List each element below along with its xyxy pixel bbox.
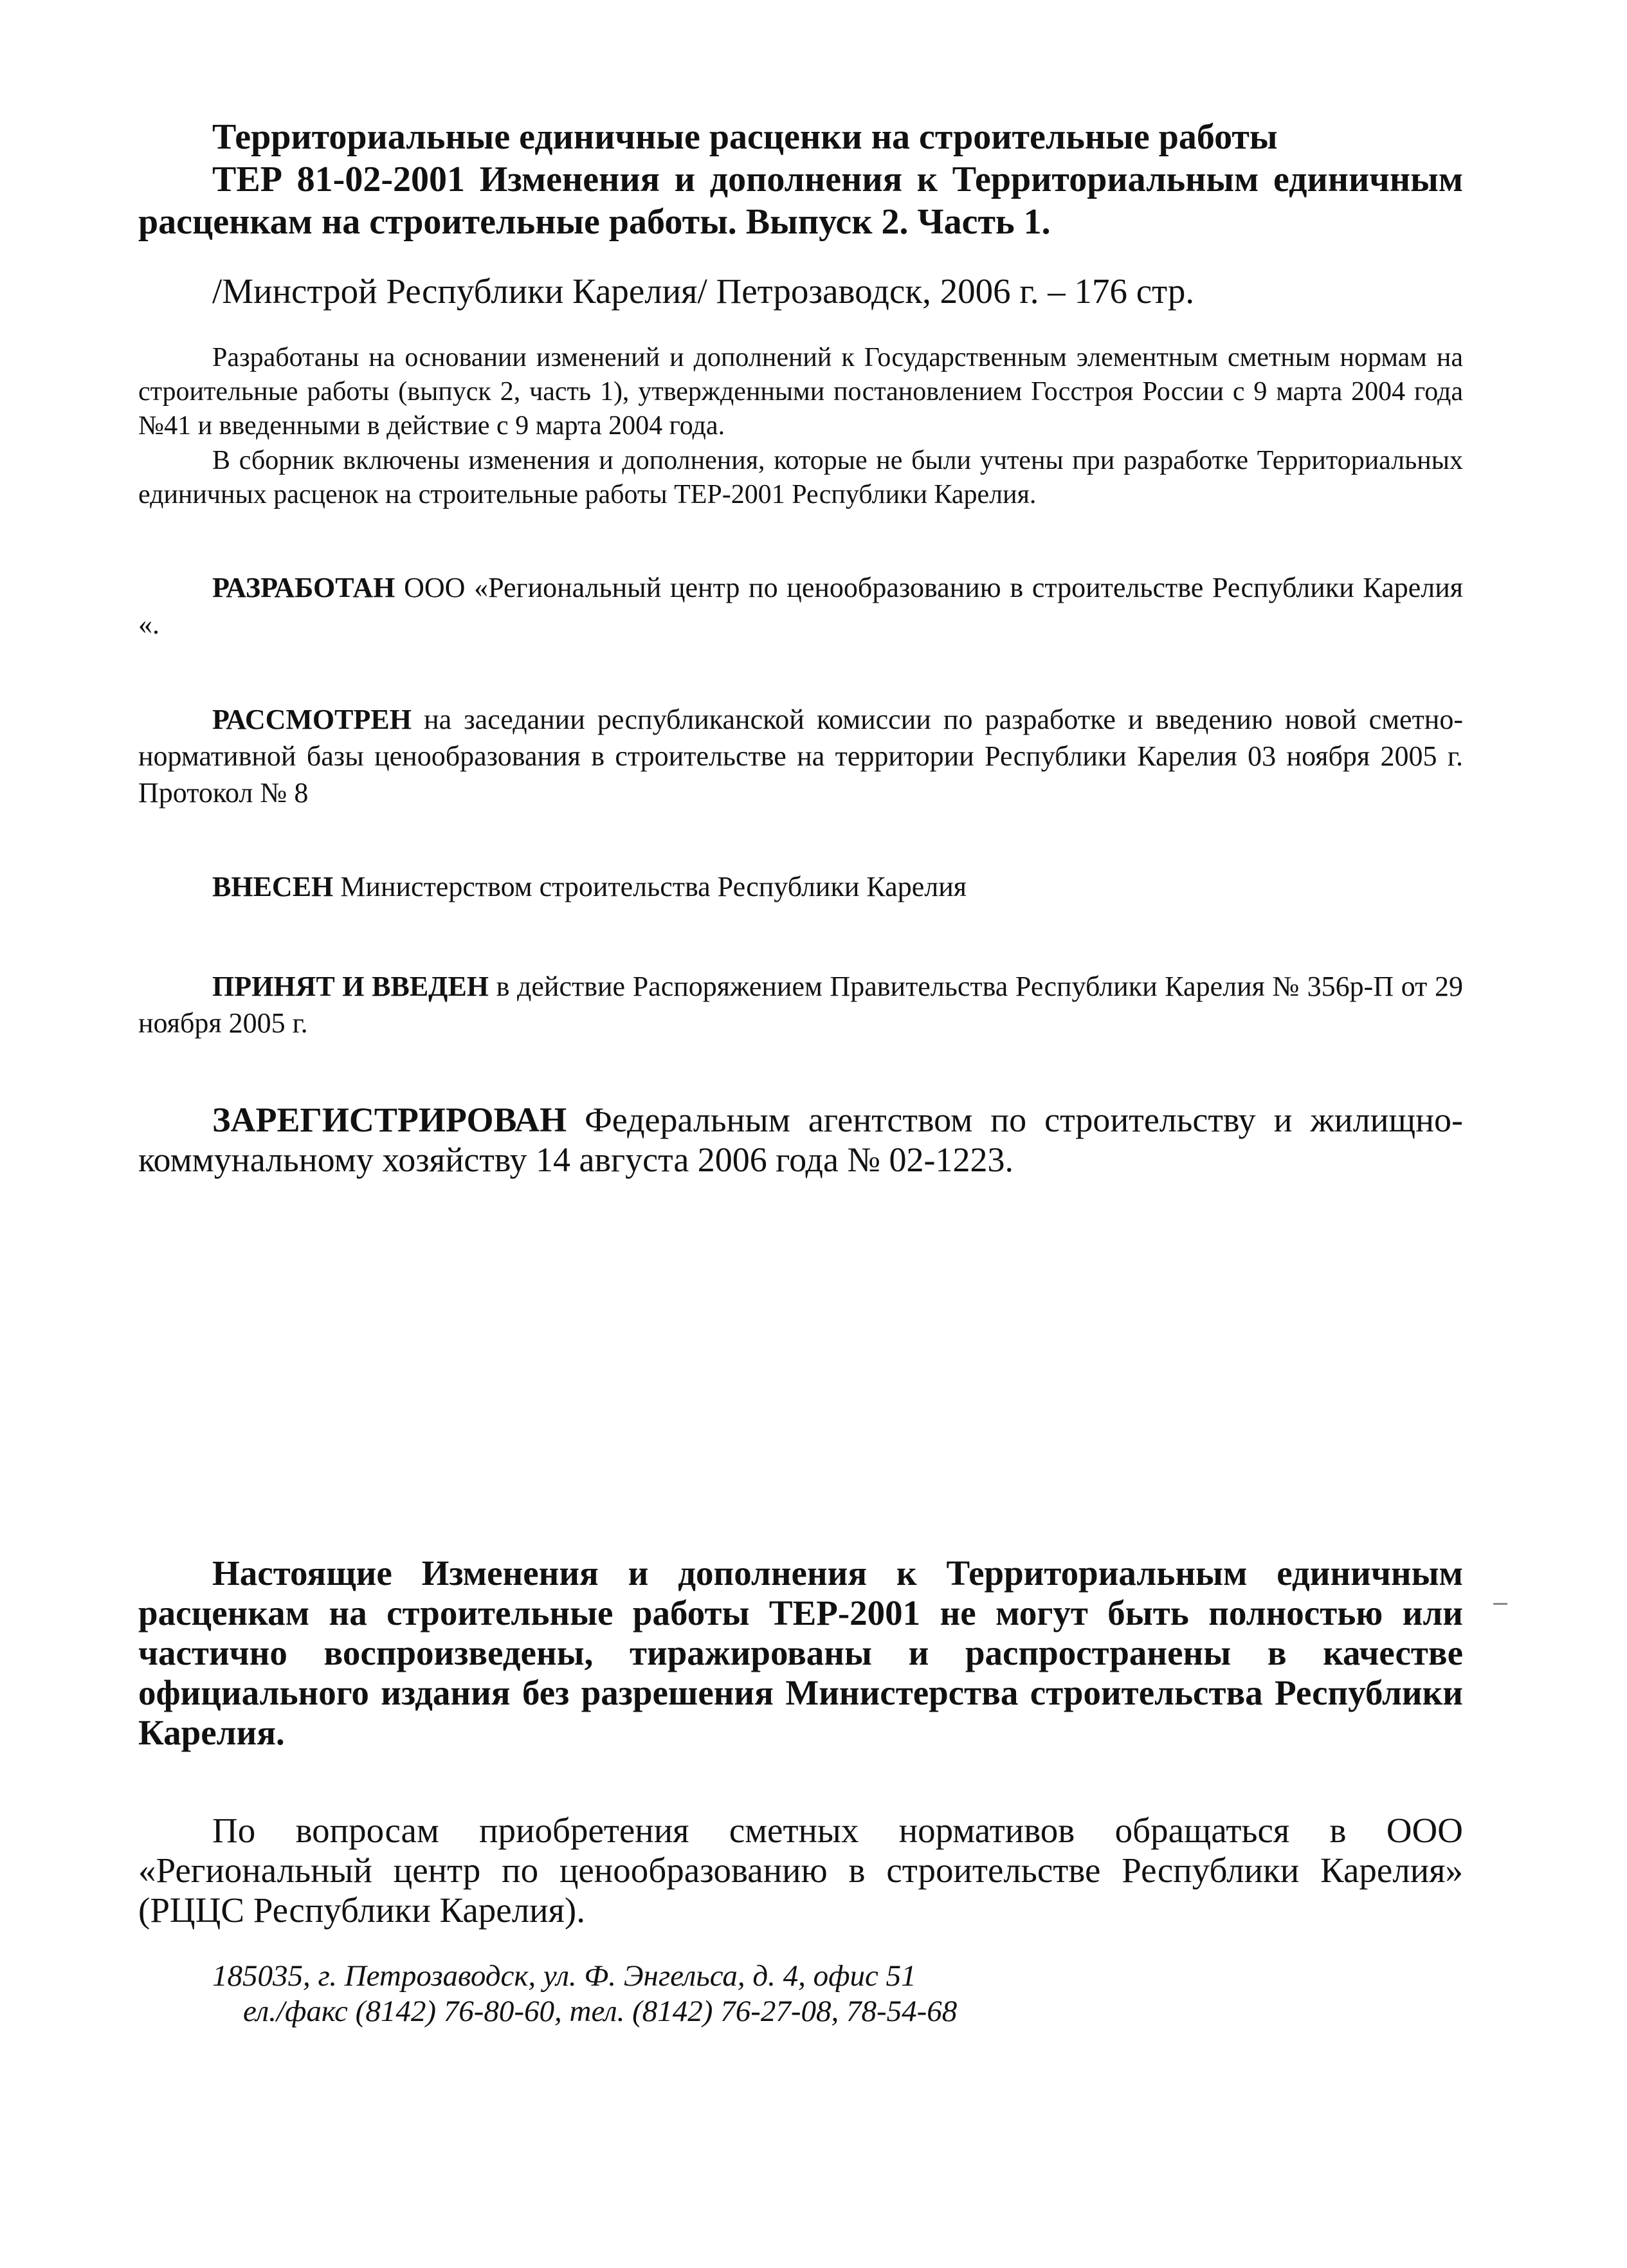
registered-text: Федеральным агентством по строительству и жилищно-коммунальному хозяйству 14 августа 2006 года № 02-1223. — [138, 1101, 1463, 1179]
inclusion-paragraph — [138, 444, 1463, 512]
submitted-text: Министерством строительства Республики Карелия — [333, 871, 967, 902]
address-block — [212, 1959, 1370, 2029]
document-title-line2 — [138, 158, 1463, 243]
submitted-section — [138, 868, 1463, 905]
developed-text: ООО «Региональный центр по ценообразованию в строительстве Республики Карелия «. — [138, 572, 1463, 640]
address-line-1: 185035, г. Петрозаводск, ул. Ф. Энгельса, д. 4, офис 51 — [212, 1959, 916, 1993]
developed-section — [138, 569, 1463, 643]
basis-paragraph — [138, 341, 1463, 443]
inclusion-paragraph-text: В сборник включены изменения и дополнения, которые не были учтены при разработке Территориальных единичных расценок на строительные работы ТЕР-2001 Республики Карелия. — [138, 446, 1463, 509]
title-line1-text: Территориальные единичные расценки на строительные работы — [212, 117, 1278, 157]
registered-section — [138, 1100, 1463, 1180]
publisher-info-text: /Минстрой Республики Карелия/ Петрозаводск, 2006 г. – 176 стр. — [212, 271, 1195, 311]
copyright-notice-text: Настоящие Изменения и дополнения к Территориальным единичным расценкам на строительные работы ТЕР-2001 не могут быть полностью или частично воспроизведены, тиражированы и распространены в качестве официального издания без разрешения Министерства строительства Республики Карелия. — [138, 1553, 1463, 1752]
document-title-line1 — [138, 116, 1463, 158]
contact-paragraph-text: По вопросам приобретения сметных нормативов обращаться в ООО «Региональный центр по ценообразованию в строительстве Республики Карелия» (РЦЦС Республики Карелия). — [138, 1811, 1463, 1930]
adopted-section — [138, 968, 1463, 1041]
adopted-label: ПРИНЯТ И ВВЕДЕН — [212, 971, 489, 1002]
copyright-notice — [138, 1553, 1463, 1753]
adopted-text: в действие Распоряжением Правительства Республики Карелия № 356р-П от 29 ноября 2005 г. — [138, 971, 1463, 1039]
publisher-info — [138, 270, 1463, 313]
reviewed-section — [138, 701, 1463, 811]
reviewed-text: на заседании республиканской комиссии по разработке и введению новой сметно-нормативной базы ценообразования в строительстве на территории Республики Карелия 03 ноября 2005 г. Протокол № 8 — [138, 704, 1463, 809]
developed-label: РАЗРАБОТАН — [212, 572, 395, 603]
title-line2-text: ТЕР 81-02-2001 Изменения и дополнения к Территориальным единичным расценкам на строительные работы. Выпуск 2. Часть 1. — [138, 160, 1463, 242]
basis-paragraph-text: Разработаны на основании изменений и дополнений к Государственным элементным сметным нормам на строительные работы (выпуск 2, часть 1), утвержденными постановлением Госстроя России с 9 марта 2004 года №41 и введенными в действие с 9 марта 2004 года. — [138, 343, 1463, 441]
reviewed-label: РАССМОТРЕН — [212, 704, 412, 735]
contact-paragraph — [138, 1811, 1463, 1930]
submitted-label: ВНЕСЕН — [212, 871, 334, 902]
margin-dash-mark — [1493, 1603, 1507, 1605]
address-line-2: ел./факс (8142) 76-80-60, тел. (8142) 76-27-08, 78-54-68 — [243, 1995, 958, 2028]
registered-label: ЗАРЕГИСТРИРОВАН — [212, 1101, 567, 1139]
